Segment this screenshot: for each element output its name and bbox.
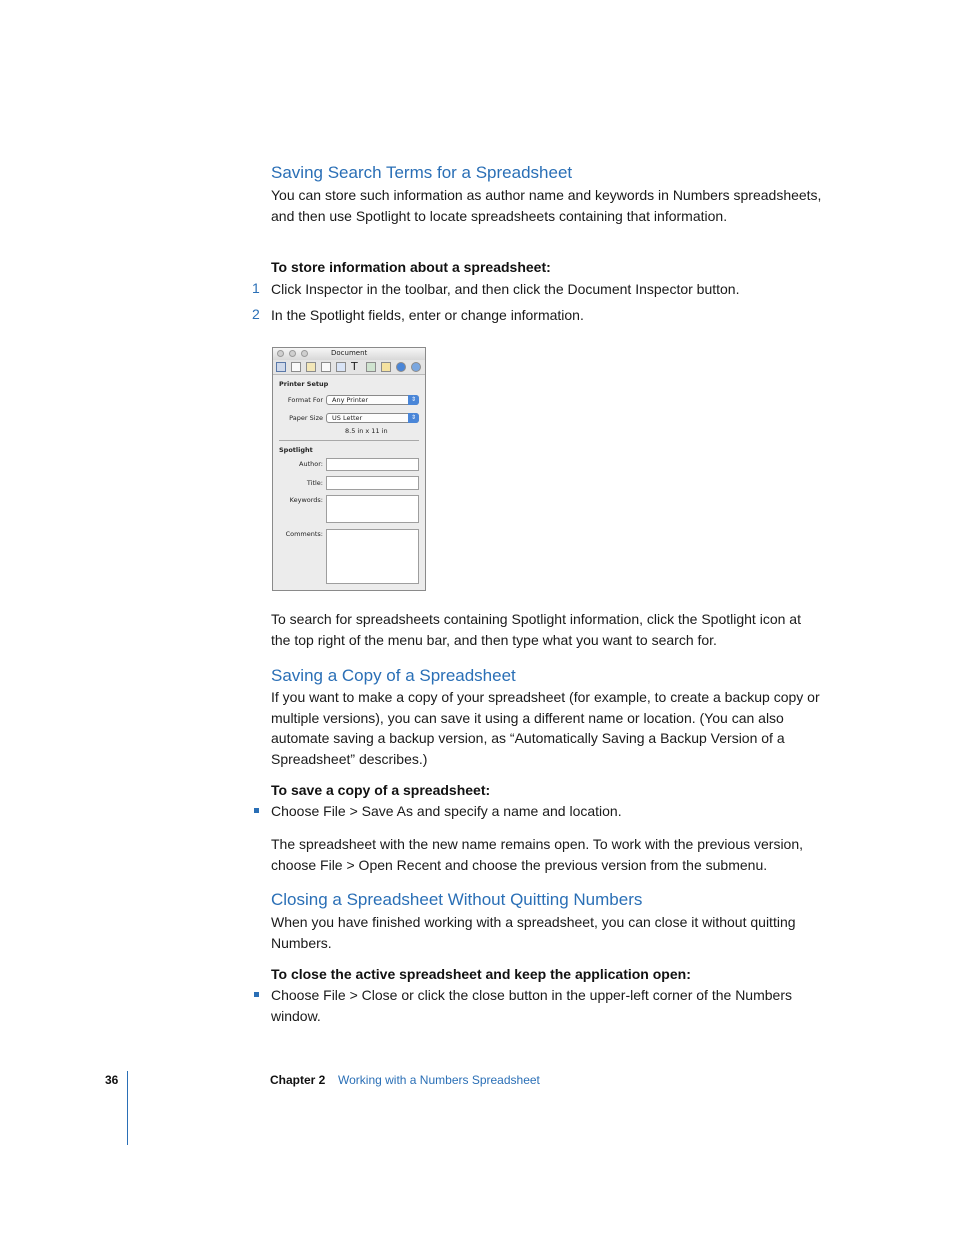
section-heading-closing: Closing a Spreadsheet Without Quitting Numbers xyxy=(271,890,643,909)
text-inspector-icon[interactable]: T xyxy=(351,360,358,373)
section-heading-saving-copy: Saving a Copy of a Spreadsheet xyxy=(271,666,516,685)
sheet-inspector-icon[interactable] xyxy=(291,362,301,372)
section3-task-title: To close the active spreadsheet and keep the application open: xyxy=(271,966,691,982)
document-inspector-icon[interactable] xyxy=(276,362,286,372)
divider xyxy=(279,440,419,441)
author-label: Author: xyxy=(299,460,323,468)
section2-intro: If you want to make a copy of your spreadsheet (for example, to create a backup copy or multiple versions), you can save it using a different name or location. (You can also automate saving a backup version, as “Automatically Saving a Backup Version of a Spreadsheet” describes.) xyxy=(271,689,820,767)
step-1-text: Click Inspector in the toolbar, and then click the Document Inspector button. xyxy=(271,281,740,297)
title-label: Title: xyxy=(306,479,323,487)
popup-arrows-icon: ⇕ xyxy=(408,395,419,405)
section1-intro: You can store such information as author name and keywords in Numbers spreadsheets, and then use Spotlight to locate spreadsheets containing that information. xyxy=(271,187,822,224)
section1-after: To search for spreadsheets containing Spotlight information, click the Spotlight icon at the top right of the menu bar, and then type what you want to search for. xyxy=(271,611,801,648)
table-inspector-icon[interactable] xyxy=(306,362,316,372)
step-2-number: 2 xyxy=(252,306,260,322)
section-heading-saving-search-terms: Saving Search Terms for a Spreadsheet xyxy=(271,163,573,182)
bullet-icon xyxy=(254,808,259,813)
section1-task-title: To store information about a spreadsheet: xyxy=(271,259,551,275)
section2-bullet: Choose File > Save As and specify a name and location. xyxy=(271,803,622,819)
popup-arrows-icon: ⇕ xyxy=(408,413,419,423)
step-1-number: 1 xyxy=(252,280,260,296)
comments-label: Comments: xyxy=(285,530,323,538)
cells-inspector-icon[interactable] xyxy=(321,362,331,372)
bullet-icon xyxy=(254,992,259,997)
step-2-text: In the Spotlight fields, enter or change information. xyxy=(271,307,584,323)
zoom-window-icon[interactable] xyxy=(301,350,308,357)
inspector-toolbar xyxy=(273,360,425,375)
hyperlink-inspector-icon[interactable] xyxy=(396,362,406,372)
page-number: 36 xyxy=(105,1073,119,1087)
title-field[interactable] xyxy=(326,476,419,490)
printer-setup-label: Printer Setup xyxy=(279,380,329,388)
paper-size-value: US Letter xyxy=(332,414,363,422)
metrics-inspector-icon[interactable] xyxy=(381,362,391,372)
document-inspector-window xyxy=(272,347,426,591)
section2-task-title: To save a copy of a spreadsheet: xyxy=(271,782,491,798)
footer-chapter-label: Chapter 2 xyxy=(270,1073,326,1087)
section3-bullet: Choose File > Close or click the close button in the upper-left corner of the Numbers window. xyxy=(271,987,792,1024)
format-for-popup[interactable] xyxy=(326,395,419,405)
quicktime-inspector-icon[interactable] xyxy=(411,362,421,372)
footer-rule xyxy=(127,1071,128,1145)
section2-after: The spreadsheet with the new name remains open. To work with the previous version, choose File > Open Recent and choose the previous version from the submenu. xyxy=(271,836,804,873)
minimize-window-icon[interactable] xyxy=(289,350,296,357)
chart-inspector-icon[interactable] xyxy=(336,362,346,372)
format-for-value: Any Printer xyxy=(332,396,369,404)
graphic-inspector-icon[interactable] xyxy=(366,362,376,372)
close-window-icon[interactable] xyxy=(277,350,284,357)
paper-dimensions: 8.5 in x 11 in xyxy=(345,427,388,435)
keywords-label: Keywords: xyxy=(289,496,323,504)
format-for-label: Format For xyxy=(287,396,323,404)
section3-intro: When you have finished working with a spreadsheet, you can close it without quitting Numbers. xyxy=(271,914,796,951)
spotlight-label: Spotlight xyxy=(279,446,313,454)
footer-chapter-title[interactable]: Working with a Numbers Spreadsheet xyxy=(338,1073,540,1087)
inspector-window-title: Document xyxy=(331,349,368,357)
author-field[interactable] xyxy=(326,458,419,471)
paper-size-label: Paper Size xyxy=(289,414,323,422)
paper-size-popup[interactable] xyxy=(326,413,419,423)
keywords-field[interactable] xyxy=(326,495,419,523)
comments-field[interactable] xyxy=(326,529,419,584)
